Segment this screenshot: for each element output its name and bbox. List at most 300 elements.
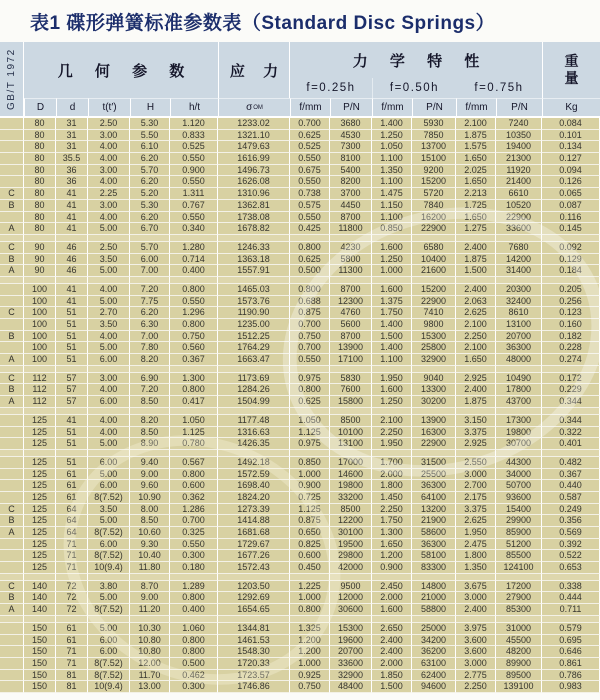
separator-cell bbox=[372, 235, 412, 242]
table-cell: 0.714 bbox=[170, 254, 218, 266]
table-cell: 2.400 bbox=[456, 384, 496, 396]
table-cell: 13100 bbox=[330, 438, 372, 450]
table-cell: 0.653 bbox=[542, 562, 600, 574]
col-header-d: d bbox=[56, 98, 88, 116]
table-cell: 7.75 bbox=[130, 296, 170, 308]
table-cell: 0.338 bbox=[542, 581, 600, 593]
table-cell: 13.00 bbox=[130, 681, 170, 693]
table-cell: 5.00 bbox=[88, 592, 130, 604]
table-cell: 0.688 bbox=[290, 296, 330, 308]
table-cell: 0.550 bbox=[170, 539, 218, 551]
table-cell: 21900 bbox=[412, 515, 456, 527]
table-cell: 2.550 bbox=[456, 457, 496, 469]
table-cell: 33600 bbox=[496, 223, 542, 235]
separator-cell bbox=[330, 408, 372, 415]
table-cell: 10400 bbox=[412, 254, 456, 266]
table-cell: 15200 bbox=[412, 176, 456, 188]
table-cell: 0.145 bbox=[542, 223, 600, 235]
table-cell: 0.900 bbox=[372, 562, 412, 574]
separator-cell bbox=[0, 235, 24, 242]
table-cell: 2.400 bbox=[456, 242, 496, 254]
series-letter-cell: A bbox=[0, 527, 24, 539]
table-cell: 3.50 bbox=[88, 319, 130, 331]
series-letter-cell bbox=[0, 319, 24, 331]
separator-cell bbox=[88, 366, 130, 373]
table-cell: 1.150 bbox=[372, 200, 412, 212]
table-cell: 2.250 bbox=[372, 504, 412, 516]
separator-cell bbox=[372, 366, 412, 373]
table-cell: 0.780 bbox=[170, 438, 218, 450]
table-row bbox=[0, 457, 600, 469]
table-cell: 3.150 bbox=[456, 415, 496, 427]
table-cell: 0.800 bbox=[170, 384, 218, 396]
table-cell: 140 bbox=[24, 592, 56, 604]
series-letter-cell bbox=[0, 118, 24, 130]
separator-cell bbox=[496, 235, 542, 242]
separator-cell bbox=[496, 574, 542, 581]
series-letter-cell: A bbox=[0, 265, 24, 277]
table-cell: 15200 bbox=[412, 284, 456, 296]
series-letter-cell bbox=[0, 130, 24, 142]
table-cell: 1.250 bbox=[372, 130, 412, 142]
table-cell: 71 bbox=[56, 562, 88, 574]
table-cell: 0.087 bbox=[542, 200, 600, 212]
table-cell: 8(7.52) bbox=[88, 527, 130, 539]
table-cell: 150 bbox=[24, 670, 56, 682]
table-cell: 1310.96 bbox=[218, 188, 290, 200]
table-cell: 3.50 bbox=[88, 504, 130, 516]
table-cell: 21400 bbox=[496, 176, 542, 188]
separator-cell bbox=[330, 235, 372, 242]
series-letter-cell bbox=[0, 646, 24, 658]
table-row bbox=[0, 658, 600, 670]
table-cell: 4.00 bbox=[88, 141, 130, 153]
series-letter-cell bbox=[0, 342, 24, 354]
table-cell: 13900 bbox=[412, 415, 456, 427]
table-cell: 63100 bbox=[412, 658, 456, 670]
table-cell: 3700 bbox=[330, 188, 372, 200]
col-header-t: t(t′) bbox=[88, 98, 130, 116]
table-cell: 61 bbox=[56, 492, 88, 504]
table-cell: 21300 bbox=[496, 153, 542, 165]
table-cell: 4.00 bbox=[88, 427, 130, 439]
table-cell: 1.100 bbox=[372, 354, 412, 366]
table-cell: 90 bbox=[24, 254, 56, 266]
separator-cell bbox=[496, 366, 542, 373]
table-cell: 4530 bbox=[330, 130, 372, 142]
table-cell: 31000 bbox=[496, 623, 542, 635]
col-header-f-mm-075: f/mm bbox=[456, 98, 496, 116]
table-cell: 7410 bbox=[412, 307, 456, 319]
table-cell: 1.050 bbox=[290, 415, 330, 427]
separator-cell bbox=[496, 277, 542, 284]
separator-cell bbox=[456, 235, 496, 242]
table-cell: 1.400 bbox=[372, 342, 412, 354]
table-cell: 1681.68 bbox=[218, 527, 290, 539]
table-row bbox=[0, 342, 600, 354]
table-cell: 0.738 bbox=[290, 188, 330, 200]
series-letter-cell: B bbox=[0, 515, 24, 527]
series-letter-cell: C bbox=[0, 504, 24, 516]
table-cell: 125 bbox=[24, 562, 56, 574]
separator-cell bbox=[496, 450, 542, 457]
table-cell: 0.180 bbox=[170, 562, 218, 574]
table-cell: 0.084 bbox=[542, 118, 600, 130]
series-letter-cell bbox=[0, 165, 24, 177]
table-cell: 3.00 bbox=[88, 373, 130, 385]
table-cell: 1414.88 bbox=[218, 515, 290, 527]
separator-cell bbox=[218, 366, 290, 373]
table-cell: 0.800 bbox=[290, 384, 330, 396]
table-cell: 0.400 bbox=[170, 604, 218, 616]
table-cell: 100 bbox=[24, 307, 56, 319]
separator-cell bbox=[542, 408, 600, 415]
table-cell: 9.40 bbox=[130, 457, 170, 469]
table-cell: 6.00 bbox=[88, 646, 130, 658]
table-cell: 0.205 bbox=[542, 284, 600, 296]
table-cell: 8700 bbox=[330, 212, 372, 224]
weight-char-1: 重 bbox=[564, 53, 579, 70]
table-cell: 8.90 bbox=[130, 438, 170, 450]
table-cell: 0.356 bbox=[542, 515, 600, 527]
separator-cell bbox=[24, 277, 56, 284]
table-cell: 1.875 bbox=[456, 254, 496, 266]
table-cell: 0.695 bbox=[542, 635, 600, 647]
separator-cell bbox=[130, 616, 170, 623]
table-cell: 19800 bbox=[496, 427, 542, 439]
table-cell: 0.160 bbox=[542, 319, 600, 331]
table-cell: 0.228 bbox=[542, 342, 600, 354]
table-cell: 6.00 bbox=[88, 396, 130, 408]
table-cell: 2.625 bbox=[456, 515, 496, 527]
series-letter-cell bbox=[0, 284, 24, 296]
separator-cell bbox=[0, 277, 24, 284]
table-row bbox=[0, 384, 600, 396]
table-cell: 1504.99 bbox=[218, 396, 290, 408]
table-cell: 1.275 bbox=[456, 223, 496, 235]
table-cell: 2.925 bbox=[456, 438, 496, 450]
table-cell: 0.569 bbox=[542, 527, 600, 539]
separator-cell bbox=[88, 574, 130, 581]
table-row bbox=[0, 176, 600, 188]
group-separator bbox=[0, 450, 600, 457]
table-cell: 4.00 bbox=[88, 176, 130, 188]
table-cell: 61 bbox=[56, 623, 88, 635]
table-cell: 0.525 bbox=[170, 141, 218, 153]
table-cell: 57 bbox=[56, 373, 88, 385]
table-cell: 62400 bbox=[412, 670, 456, 682]
separator-cell bbox=[542, 616, 600, 623]
table-cell: 7850 bbox=[412, 130, 456, 142]
series-letter-cell: C bbox=[0, 242, 24, 254]
separator-cell bbox=[88, 235, 130, 242]
table-cell: 2.000 bbox=[372, 592, 412, 604]
table-cell: 20700 bbox=[330, 646, 372, 658]
col-header-p-n-050: P/N bbox=[412, 98, 456, 116]
table-cell: 0.850 bbox=[290, 457, 330, 469]
table-cell: 1.000 bbox=[290, 592, 330, 604]
col-header-f-mm-050: f/mm bbox=[372, 98, 412, 116]
table-row bbox=[0, 188, 600, 200]
table-cell: 6.00 bbox=[88, 480, 130, 492]
separator-cell bbox=[412, 408, 456, 415]
separator-cell bbox=[542, 277, 600, 284]
separator-cell bbox=[170, 277, 218, 284]
table-row bbox=[0, 242, 600, 254]
table-cell: 1.050 bbox=[372, 141, 412, 153]
table-cell: 0.129 bbox=[542, 254, 600, 266]
table-row bbox=[0, 141, 600, 153]
separator-cell bbox=[372, 450, 412, 457]
group-separator bbox=[0, 616, 600, 623]
deflection-075h-header: f=0.75h bbox=[474, 82, 524, 94]
table-cell: 80 bbox=[24, 141, 56, 153]
table-cell: 2.50 bbox=[88, 118, 130, 130]
separator-cell bbox=[372, 616, 412, 623]
table-cell: 1729.67 bbox=[218, 539, 290, 551]
table-cell: 72 bbox=[56, 592, 88, 604]
table-cell: 41 bbox=[56, 415, 88, 427]
separator-cell bbox=[412, 450, 456, 457]
table-cell: 8.50 bbox=[130, 396, 170, 408]
table-cell: 9200 bbox=[412, 165, 456, 177]
table-cell: 1363.18 bbox=[218, 254, 290, 266]
table-cell: 72 bbox=[56, 581, 88, 593]
table-cell: 7680 bbox=[496, 242, 542, 254]
separator-cell bbox=[496, 616, 542, 623]
table-cell: 89500 bbox=[496, 670, 542, 682]
table-cell: 30100 bbox=[330, 527, 372, 539]
series-letter-cell: A bbox=[0, 223, 24, 235]
table-cell: 80 bbox=[24, 118, 56, 130]
table-cell: 1.000 bbox=[290, 469, 330, 481]
table-cell: 1.286 bbox=[170, 504, 218, 516]
table-cell: 3.00 bbox=[88, 165, 130, 177]
table-cell: 1573.76 bbox=[218, 296, 290, 308]
table-cell: 8500 bbox=[330, 504, 372, 516]
table-cell: 15300 bbox=[412, 331, 456, 343]
table-row bbox=[0, 153, 600, 165]
table-row bbox=[0, 480, 600, 492]
table-cell: 0.550 bbox=[290, 153, 330, 165]
table-cell: 1548.30 bbox=[218, 646, 290, 658]
table-cell: 0.925 bbox=[290, 670, 330, 682]
table-cell: 0.750 bbox=[290, 331, 330, 343]
separator-cell bbox=[412, 366, 456, 373]
table-cell: 0.861 bbox=[542, 658, 600, 670]
table-cell: 125 bbox=[24, 539, 56, 551]
table-cell: 8.50 bbox=[130, 427, 170, 439]
table-cell: 3.50 bbox=[88, 254, 130, 266]
table-cell: 14600 bbox=[330, 469, 372, 481]
table-cell: 1.875 bbox=[456, 130, 496, 142]
table-cell: 1235.00 bbox=[218, 319, 290, 331]
separator-cell bbox=[0, 616, 24, 623]
table-cell: 10490 bbox=[496, 373, 542, 385]
table-cell: 9.00 bbox=[130, 469, 170, 481]
table-cell: 1.650 bbox=[456, 354, 496, 366]
table-cell: 0.325 bbox=[170, 527, 218, 539]
table-cell: 80 bbox=[24, 165, 56, 177]
table-row bbox=[0, 670, 600, 682]
table-cell: 1.400 bbox=[372, 118, 412, 130]
table-cell: 150 bbox=[24, 646, 56, 658]
table-cell: 140 bbox=[24, 581, 56, 593]
table-cell: 0.711 bbox=[542, 604, 600, 616]
table-cell: 1492.18 bbox=[218, 457, 290, 469]
table-cell: 14800 bbox=[412, 581, 456, 593]
table-row bbox=[0, 550, 600, 562]
table-cell: 51 bbox=[56, 307, 88, 319]
separator-cell bbox=[456, 616, 496, 623]
table-cell: 2.100 bbox=[456, 319, 496, 331]
table-cell: 5600 bbox=[330, 319, 372, 331]
standard-code-label: GB/T 1972 bbox=[0, 42, 24, 116]
separator-cell bbox=[330, 450, 372, 457]
table-cell: 0.550 bbox=[170, 296, 218, 308]
separator-cell bbox=[456, 408, 496, 415]
table-cell: 1720.33 bbox=[218, 658, 290, 670]
table-cell: 0.646 bbox=[542, 646, 600, 658]
table-cell: 0.300 bbox=[170, 550, 218, 562]
table-cell: 8200 bbox=[330, 176, 372, 188]
table-cell: 1.350 bbox=[372, 165, 412, 177]
table-cell: 1.060 bbox=[170, 623, 218, 635]
table-cell: 1.125 bbox=[290, 504, 330, 516]
series-letter-cell bbox=[0, 480, 24, 492]
separator-cell bbox=[0, 574, 24, 581]
table-cell: 25500 bbox=[412, 469, 456, 481]
table-cell: 4.00 bbox=[88, 153, 130, 165]
table-cell: 11.80 bbox=[130, 562, 170, 574]
table-cell: 0.725 bbox=[290, 492, 330, 504]
table-cell: 0.522 bbox=[542, 550, 600, 562]
table-cell: 0.875 bbox=[290, 515, 330, 527]
table-cell: 7300 bbox=[330, 141, 372, 153]
separator-cell bbox=[88, 277, 130, 284]
table-cell: 150 bbox=[24, 658, 56, 670]
table-cell: 6.00 bbox=[88, 457, 130, 469]
table-cell: 46 bbox=[56, 265, 88, 277]
table-cell: 51200 bbox=[496, 539, 542, 551]
table-cell: 8700 bbox=[330, 284, 372, 296]
table-cell: 50700 bbox=[496, 480, 542, 492]
table-cell: 0.065 bbox=[542, 188, 600, 200]
separator-cell bbox=[56, 235, 88, 242]
series-letter-cell: B bbox=[0, 200, 24, 212]
separator-cell bbox=[290, 574, 330, 581]
table-cell: 1.300 bbox=[372, 527, 412, 539]
table-cell: 11800 bbox=[330, 223, 372, 235]
table-cell: 9.30 bbox=[130, 539, 170, 551]
table-cell: 41 bbox=[56, 296, 88, 308]
table-cell: 7.00 bbox=[130, 331, 170, 343]
table-cell: 0.550 bbox=[290, 212, 330, 224]
table-cell: 1.125 bbox=[170, 427, 218, 439]
table-row bbox=[0, 415, 600, 427]
table-cell: 80 bbox=[24, 130, 56, 142]
table-cell: 80 bbox=[24, 153, 56, 165]
table-cell: 0.983 bbox=[542, 681, 600, 693]
table-cell: 8(7.52) bbox=[88, 604, 130, 616]
series-letter-cell: B bbox=[0, 331, 24, 343]
table-cell: 2.213 bbox=[456, 188, 496, 200]
series-letter-cell bbox=[0, 415, 24, 427]
table-cell: 8.70 bbox=[130, 581, 170, 593]
table-row bbox=[0, 681, 600, 693]
table-cell: 1.400 bbox=[372, 319, 412, 331]
table-cell: 10.80 bbox=[130, 635, 170, 647]
table-cell: 1.700 bbox=[372, 457, 412, 469]
separator-cell bbox=[130, 277, 170, 284]
table-cell: 8.20 bbox=[130, 415, 170, 427]
table-cell: 2.175 bbox=[456, 492, 496, 504]
table-cell: 36300 bbox=[496, 342, 542, 354]
table-row bbox=[0, 469, 600, 481]
table-cell: 11.20 bbox=[130, 604, 170, 616]
table-row bbox=[0, 165, 600, 177]
table-cell: 0.274 bbox=[542, 354, 600, 366]
table-row bbox=[0, 331, 600, 343]
table-cell: 100 bbox=[24, 319, 56, 331]
separator-cell bbox=[88, 408, 130, 415]
table-cell: 100 bbox=[24, 296, 56, 308]
table-cell: 61 bbox=[56, 635, 88, 647]
table-cell: 5.20 bbox=[130, 188, 170, 200]
table-cell: 13200 bbox=[412, 504, 456, 516]
separator-cell bbox=[456, 450, 496, 457]
table-cell: 2.250 bbox=[372, 427, 412, 439]
table-cell: 29800 bbox=[330, 550, 372, 562]
table-cell: 0.123 bbox=[542, 307, 600, 319]
table-cell: 0.767 bbox=[170, 200, 218, 212]
table-cell: 25800 bbox=[412, 342, 456, 354]
table-cell: 15400 bbox=[496, 504, 542, 516]
table-cell: 81 bbox=[56, 681, 88, 693]
table-cell: 6.00 bbox=[130, 254, 170, 266]
table-cell: 1512.25 bbox=[218, 331, 290, 343]
table-cell: 10520 bbox=[496, 200, 542, 212]
table-cell: 11.70 bbox=[130, 670, 170, 682]
table-cell: 80 bbox=[24, 212, 56, 224]
series-letter-cell bbox=[0, 492, 24, 504]
table-cell: 7.20 bbox=[130, 384, 170, 396]
table-cell: 1.950 bbox=[372, 373, 412, 385]
series-letter-cell: C bbox=[0, 581, 24, 593]
table-cell: 13900 bbox=[330, 342, 372, 354]
table-cell: 27900 bbox=[496, 592, 542, 604]
table-cell: 10350 bbox=[496, 130, 542, 142]
table-cell: 3.375 bbox=[456, 504, 496, 516]
table-cell: 2.450 bbox=[372, 581, 412, 593]
separator-cell bbox=[88, 616, 130, 623]
table-cell: 29900 bbox=[496, 515, 542, 527]
separator-cell bbox=[170, 408, 218, 415]
separator-cell bbox=[0, 366, 24, 373]
table-cell: 51 bbox=[56, 331, 88, 343]
separator-cell bbox=[456, 366, 496, 373]
separator-cell bbox=[170, 450, 218, 457]
table-cell: 0.800 bbox=[170, 469, 218, 481]
table-cell: 1.500 bbox=[456, 265, 496, 277]
table-cell: 2.250 bbox=[456, 331, 496, 343]
table-cell: 8(7.52) bbox=[88, 658, 130, 670]
separator-cell bbox=[372, 408, 412, 415]
table-cell: 61 bbox=[56, 469, 88, 481]
table-cell: 0.134 bbox=[542, 141, 600, 153]
table-cell: 1461.53 bbox=[218, 635, 290, 647]
table-cell: 80 bbox=[24, 200, 56, 212]
